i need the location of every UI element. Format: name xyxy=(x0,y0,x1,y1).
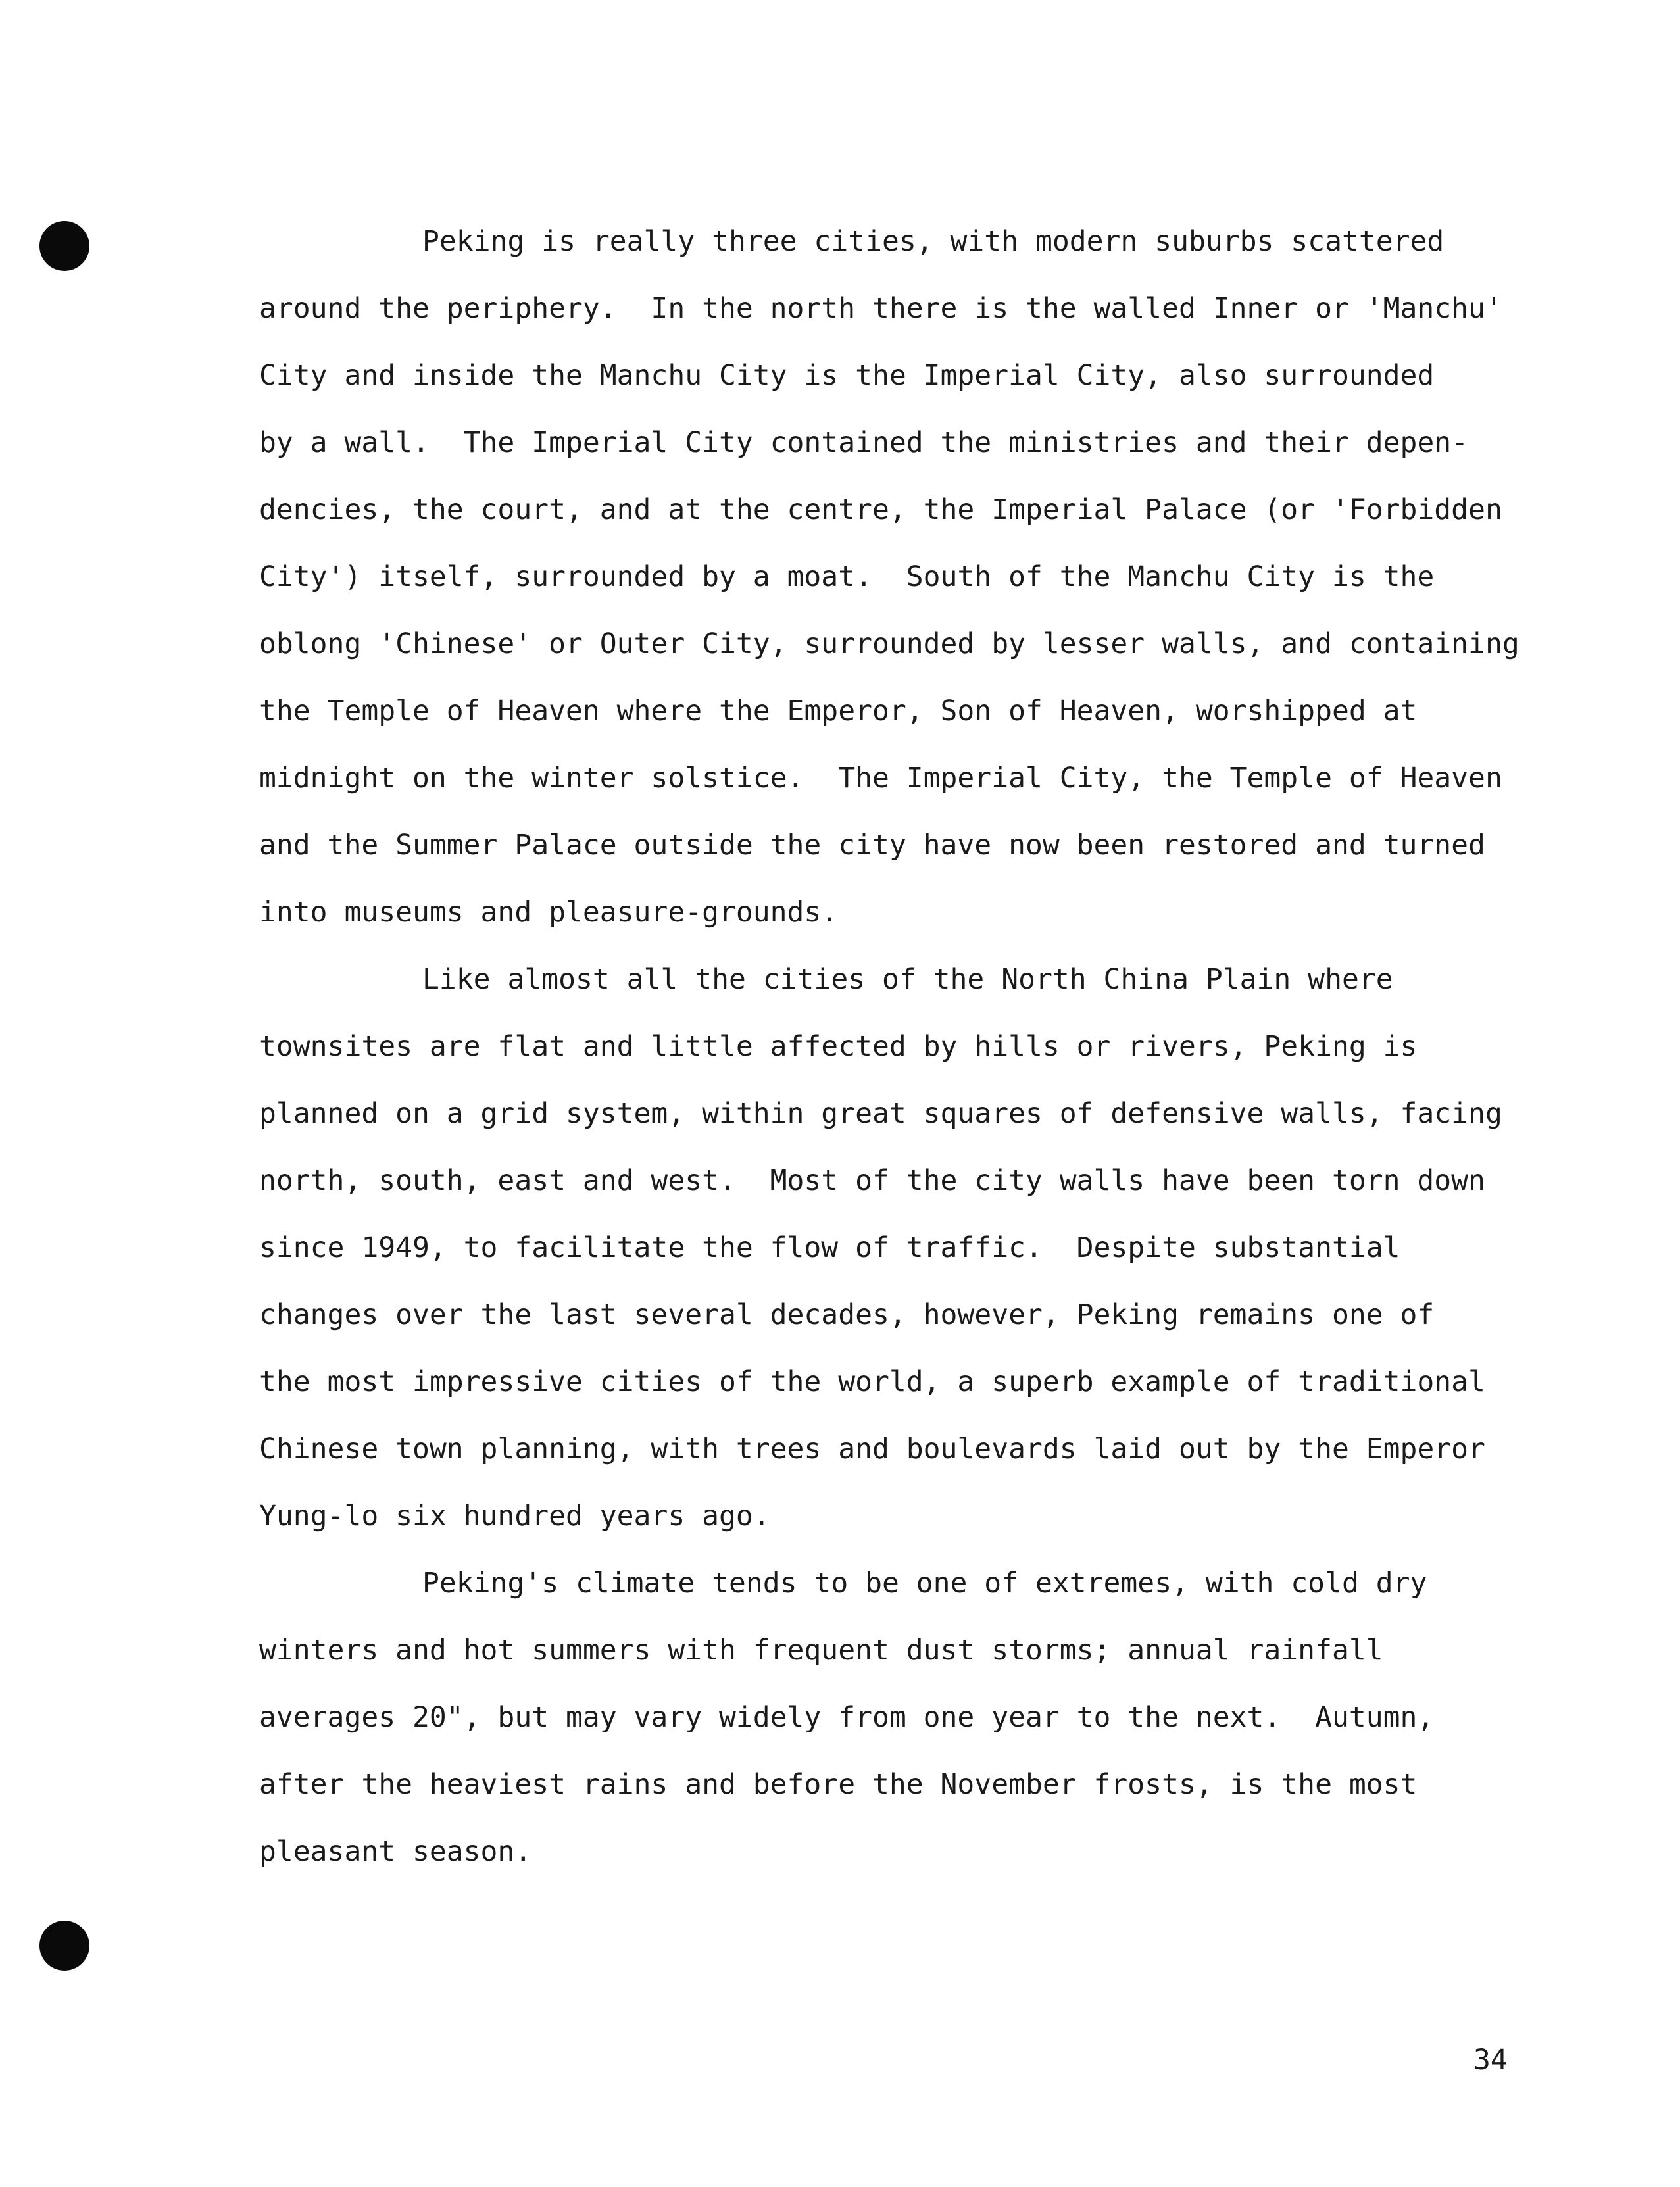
paragraph-line: changes over the last several decades, however, Peking remains one of xyxy=(259,1298,1435,1331)
paragraph-line: and the Summer Palace outside the city have now been restored and turned xyxy=(259,829,1485,862)
paragraph-line: by a wall. The Imperial City contained the ministries and their depen- xyxy=(259,426,1469,459)
paragraph-line: north, south, east and west. Most of the city walls have been torn down xyxy=(259,1164,1485,1197)
paragraph-line: Chinese town planning, with trees and boulevards laid out by the Emperor xyxy=(259,1433,1485,1465)
punch-hole-bottom xyxy=(39,1921,89,1971)
paragraph-line: into museums and pleasure-grounds. xyxy=(259,896,839,929)
paragraph-line: City') itself, surrounded by a moat. South of the Manchu City is the xyxy=(259,560,1435,593)
paragraph-line: midnight on the winter solstice. The Imperial City, the Temple of Heaven xyxy=(259,762,1502,795)
punch-hole-top xyxy=(39,221,89,271)
paragraph-line: the Temple of Heaven where the Emperor, Son of Heaven, worshipped at xyxy=(259,695,1418,727)
paragraph-line: planned on a grid system, within great squares of defensive walls, facing xyxy=(259,1097,1502,1130)
paragraph-line: City and inside the Manchu City is the Imperial City, also surrounded xyxy=(259,359,1435,392)
paragraph-line: around the periphery. In the north there is the walled Inner or 'Manchu' xyxy=(259,292,1502,325)
paragraph-line: townsites are flat and little affected by hills or rivers, Peking is xyxy=(259,1030,1418,1063)
body-text xyxy=(259,224,1519,1901)
paragraph-line: dencies, the court, and at the centre, the Imperial Palace (or 'Forbidden xyxy=(259,493,1502,526)
paragraph-line: Yung-lo six hundred years ago. xyxy=(259,1500,770,1533)
paragraph-line: pleasant season. xyxy=(259,1835,532,1868)
paragraph-line: averages 20", but may vary widely from one year to the next. Autumn, xyxy=(259,1701,1435,1734)
paragraph-line: the most impressive cities of the world, a superb example of traditional xyxy=(259,1365,1485,1398)
page-number: 34 xyxy=(1473,2044,1508,2076)
paragraph-line: oblong 'Chinese' or Outer City, surrounded by lesser walls, and containing xyxy=(259,627,1519,660)
paragraph-line: winters and hot summers with frequent dust storms; annual rainfall xyxy=(259,1634,1383,1667)
paragraph-line: Peking is really three cities, with modern suburbs scattered xyxy=(422,225,1445,258)
paragraph-line: after the heaviest rains and before the November frosts, is the most xyxy=(259,1768,1418,1801)
paragraph-line: since 1949, to facilitate the flow of traffic. Despite substantial xyxy=(259,1231,1400,1264)
paragraph-line: Like almost all the cities of the North China Plain where xyxy=(422,963,1393,996)
paragraph-line: Peking's climate tends to be one of extremes, with cold dry xyxy=(422,1567,1427,1600)
